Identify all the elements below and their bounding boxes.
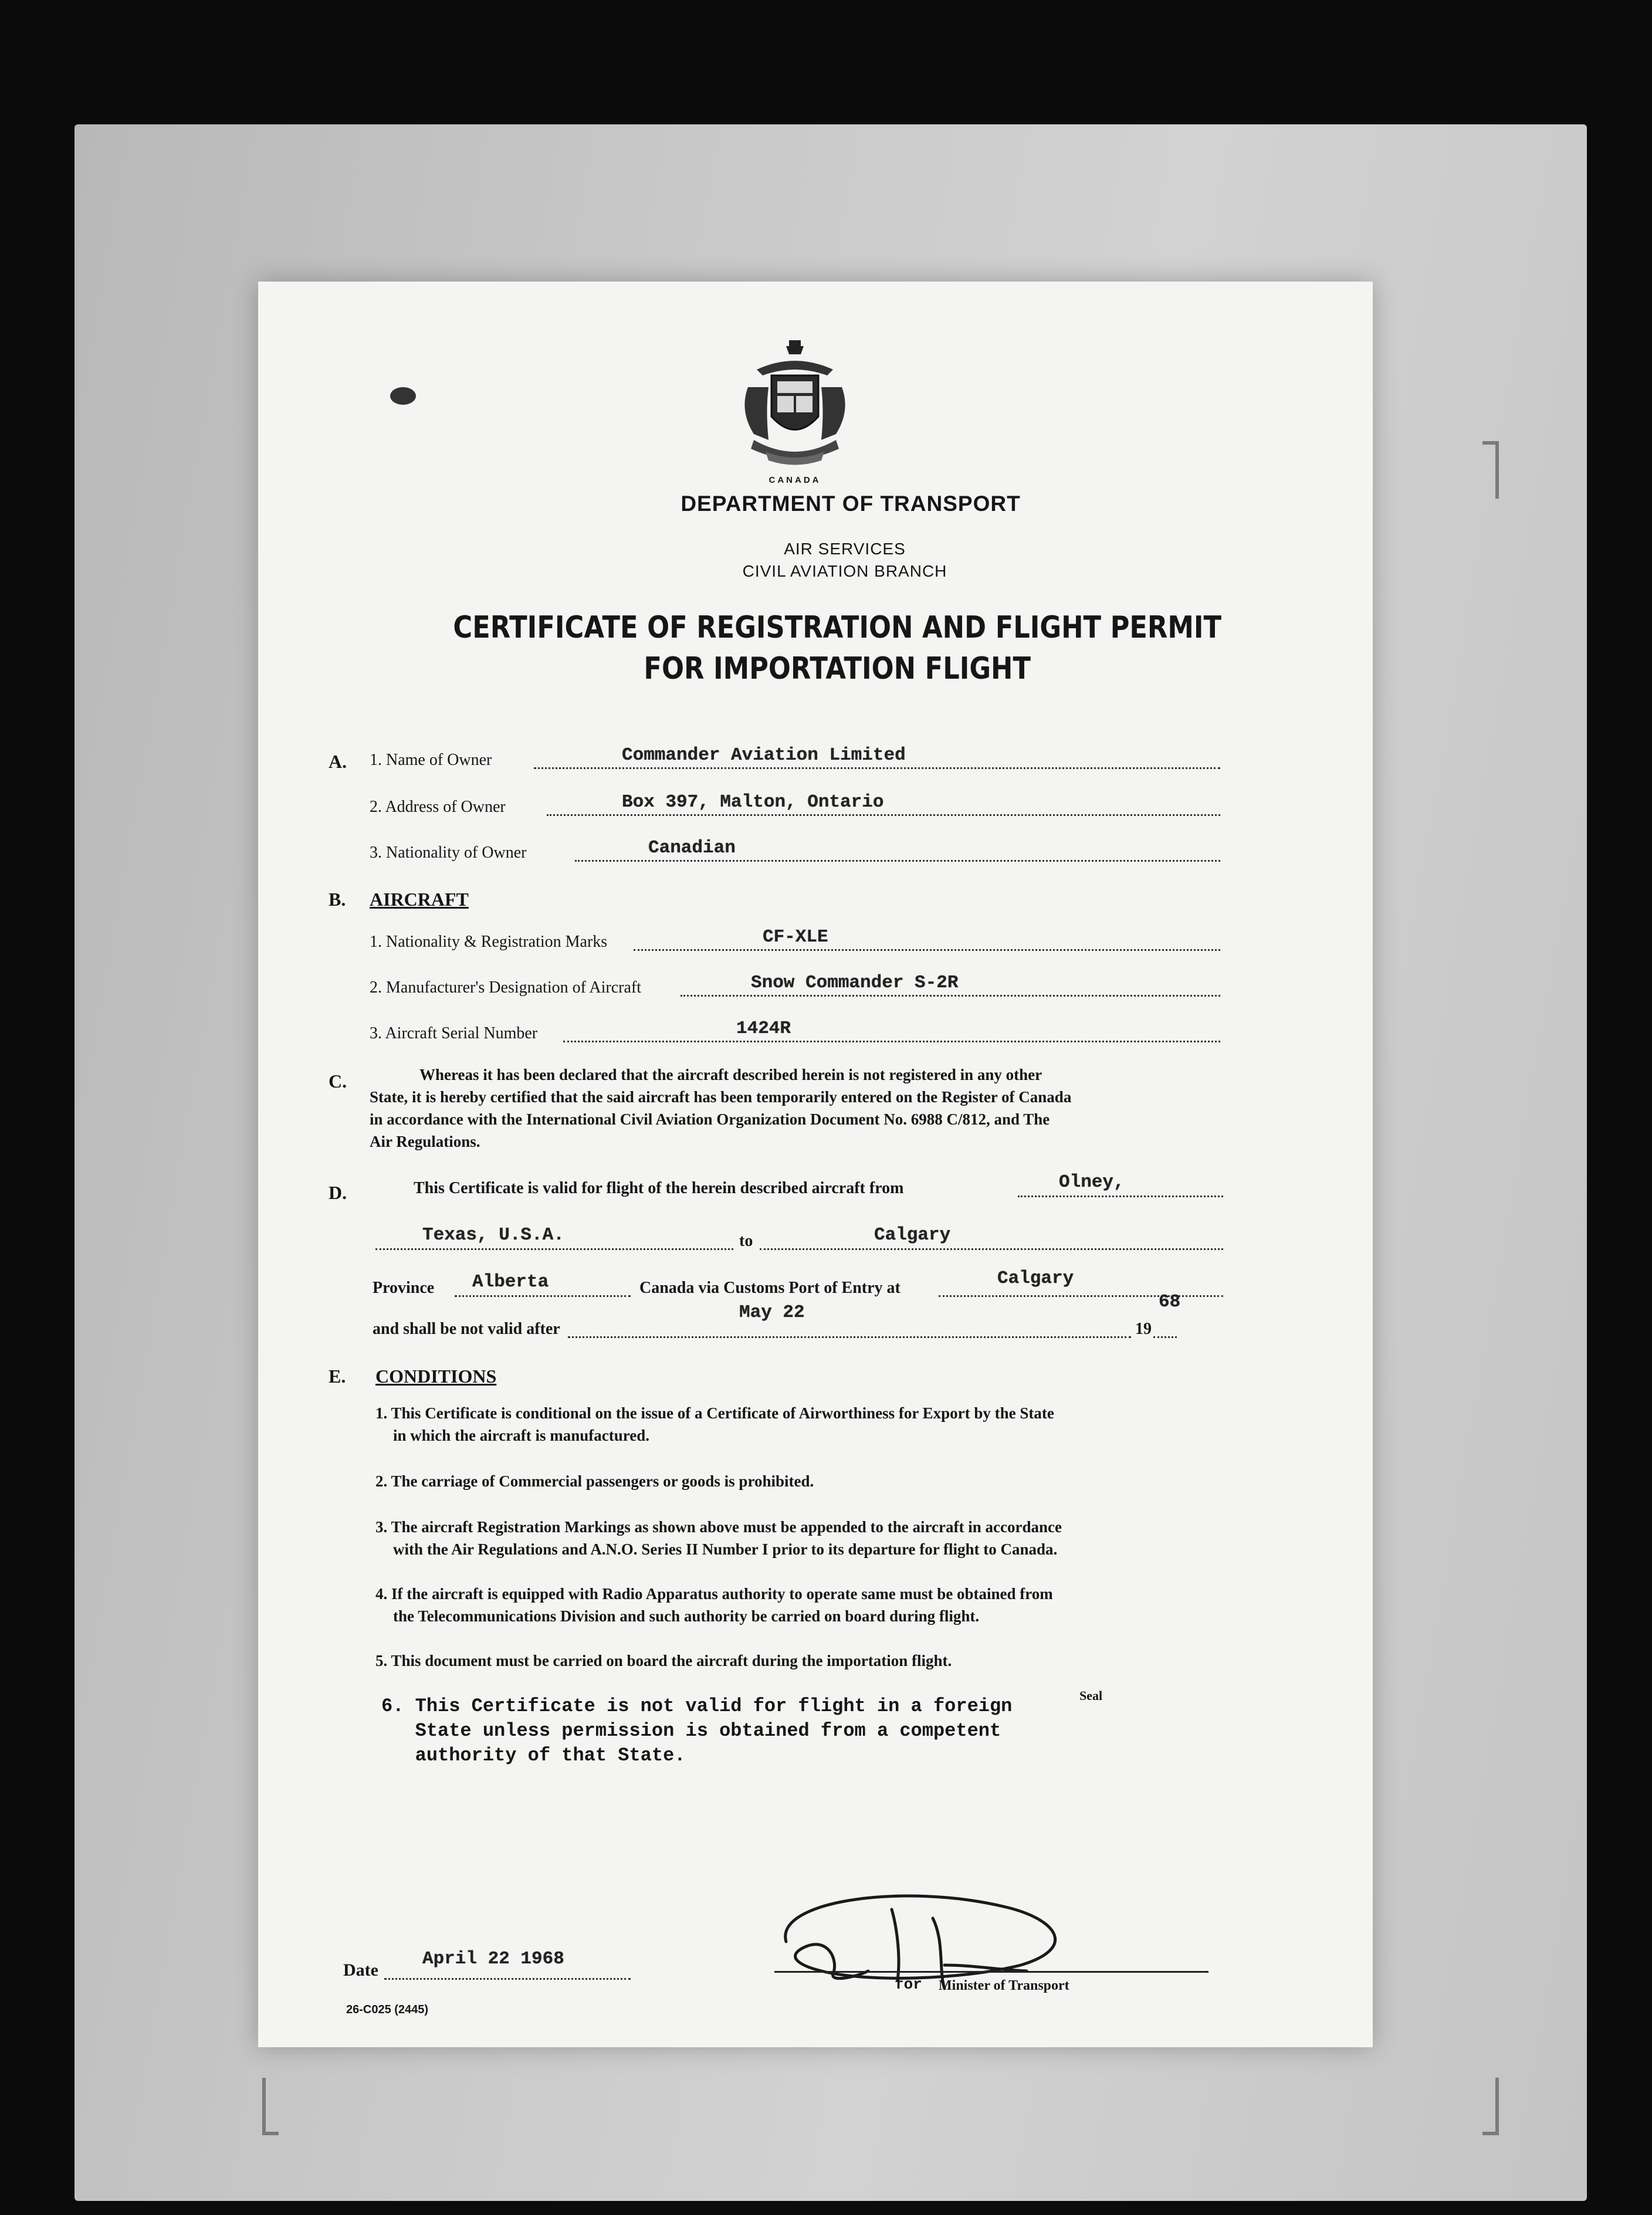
certificate-title-line2: FOR IMPORTATION FLIGHT <box>644 651 1031 686</box>
serial-number-value: 1424R <box>736 1018 791 1039</box>
section-b-title: AIRCRAFT <box>370 889 469 910</box>
serial-number-dotted-line <box>563 1041 1220 1042</box>
condition-3-line1: 3. The aircraft Registration Markings as shown above must be appended to the aircraft in accordance <box>375 1518 1062 1536</box>
not-valid-after-label: and shall be not valid after <box>373 1320 560 1338</box>
section-b-letter: B. <box>329 889 346 910</box>
date-label: Date <box>343 1960 378 1980</box>
minister-title: Minister of Transport <box>939 1978 1069 1993</box>
section-c-line4: Air Regulations. <box>370 1133 480 1150</box>
to-city-dotted-line <box>760 1248 1223 1250</box>
canada-coat-of-arms-icon <box>733 334 857 485</box>
port-of-entry-value: Calgary <box>997 1268 1074 1289</box>
owner-address-dotted-line <box>547 814 1220 816</box>
designation-value: Snow Commander S-2R <box>751 973 959 993</box>
serial-number-label: 3. Aircraft Serial Number <box>370 1024 538 1042</box>
section-e-title: CONDITIONS <box>375 1366 497 1387</box>
from-city-dotted-line <box>1018 1195 1223 1197</box>
from-state-dotted-line <box>375 1248 733 1250</box>
province-label: Province <box>373 1279 435 1297</box>
registration-marks-value: CF-XLE <box>763 927 828 947</box>
year-dotted-line <box>1153 1336 1177 1338</box>
branch-line: CIVIL AVIATION BRANCH <box>742 562 947 580</box>
owner-name-label: 1. Name of Owner <box>370 751 492 769</box>
expiry-dotted-line <box>568 1336 1131 1338</box>
province-value: Alberta <box>472 1272 549 1292</box>
owner-name-value: Commander Aviation Limited <box>622 745 906 766</box>
air-services-line: AIR SERVICES <box>784 540 906 558</box>
crop-mark-bottom-right <box>1482 2078 1499 2135</box>
section-c-line1: Whereas it has been declared that the aircraft described herein is not registered in any other <box>419 1066 1042 1083</box>
customs-port-label: Canada via Customs Port of Entry at <box>639 1279 901 1297</box>
condition-2-line1: 2. The carriage of Commercial passengers or goods is prohibited. <box>375 1472 814 1490</box>
expiry-date-value: May 22 <box>739 1302 805 1323</box>
crop-mark-bottom-left <box>262 2078 279 2135</box>
owner-address-value: Box 397, Malton, Ontario <box>622 792 884 812</box>
year-suffix-value: 68 <box>1159 1292 1181 1312</box>
certificate-document <box>258 282 1373 2047</box>
condition-6-line2: State unless permission is obtained from a competent <box>381 1720 1001 1742</box>
section-a-letter: A. <box>329 751 347 772</box>
date-dotted-line <box>384 1978 631 1980</box>
crop-mark-top-right <box>1482 441 1499 499</box>
owner-nationality-dotted-line <box>575 860 1220 862</box>
condition-1-line1: 1. This Certificate is conditional on the issue of a Certificate of Airworthiness for Export by the State <box>375 1404 1054 1422</box>
department-title: DEPARTMENT OF TRANSPORT <box>681 492 1021 516</box>
to-label: to <box>739 1232 753 1250</box>
to-city-value: Calgary <box>874 1225 951 1245</box>
form-number: 26-C025 (2445) <box>346 2003 429 2016</box>
designation-dotted-line <box>681 995 1220 997</box>
condition-1-line2: in which the aircraft is manufactured. <box>393 1427 649 1444</box>
condition-3-line2: with the Air Regulations and A.N.O. Series II Number I prior to its departure for flight to Canada. <box>393 1540 1058 1558</box>
registration-marks-label: 1. Nationality & Registration Marks <box>370 933 608 951</box>
registration-marks-dotted-line <box>634 949 1220 951</box>
condition-5-line1: 5. This document must be carried on board the aircraft during the importation flight. <box>375 1652 952 1669</box>
century-label: 19 <box>1135 1320 1152 1338</box>
condition-6-line3: authority of that State. <box>381 1745 686 1766</box>
port-of-entry-dotted-line <box>939 1295 1223 1297</box>
owner-nationality-label: 3. Nationality of Owner <box>370 844 527 862</box>
by-label: for <box>895 1976 922 1993</box>
crest-label: CANADA <box>769 475 821 485</box>
from-city-value: Olney, <box>1059 1172 1125 1193</box>
owner-name-dotted-line <box>534 767 1220 769</box>
owner-address-label: 2. Address of Owner <box>370 798 506 816</box>
condition-6-line1: 6. This Certificate is not valid for flight in a foreign <box>381 1695 1013 1717</box>
condition-4-line1: 4. If the aircraft is equipped with Radio Apparatus authority to operate same must be obtained from <box>375 1585 1053 1603</box>
punch-hole <box>390 387 416 405</box>
signature-line <box>774 1971 1208 1973</box>
designation-label: 2. Manufacturer's Designation of Aircraft <box>370 978 641 997</box>
section-c-line3: in accordance with the International Civil Aviation Organization Document No. 6988 C/812, and The <box>370 1110 1050 1128</box>
section-e-letter: E. <box>329 1366 346 1387</box>
certificate-title-line1: CERTIFICATE OF REGISTRATION AND FLIGHT PERMIT <box>453 610 1222 645</box>
section-c-line2: State, it is hereby certified that the said aircraft has been temporarily entered on the Register of Canada <box>370 1088 1072 1106</box>
section-c-letter: C. <box>329 1071 347 1092</box>
from-state-value: Texas, U.S.A. <box>422 1225 564 1245</box>
seal-label: Seal <box>1079 1688 1103 1703</box>
issue-date-value: April 22 1968 <box>422 1949 564 1969</box>
valid-from-label: This Certificate is valid for flight of the herein described aircraft from <box>414 1179 904 1197</box>
section-d-letter: D. <box>329 1182 347 1203</box>
condition-4-line2: the Telecommunications Division and such authority be carried on board during flight. <box>393 1607 980 1625</box>
owner-nationality-value: Canadian <box>648 838 736 858</box>
province-dotted-line <box>455 1295 631 1297</box>
